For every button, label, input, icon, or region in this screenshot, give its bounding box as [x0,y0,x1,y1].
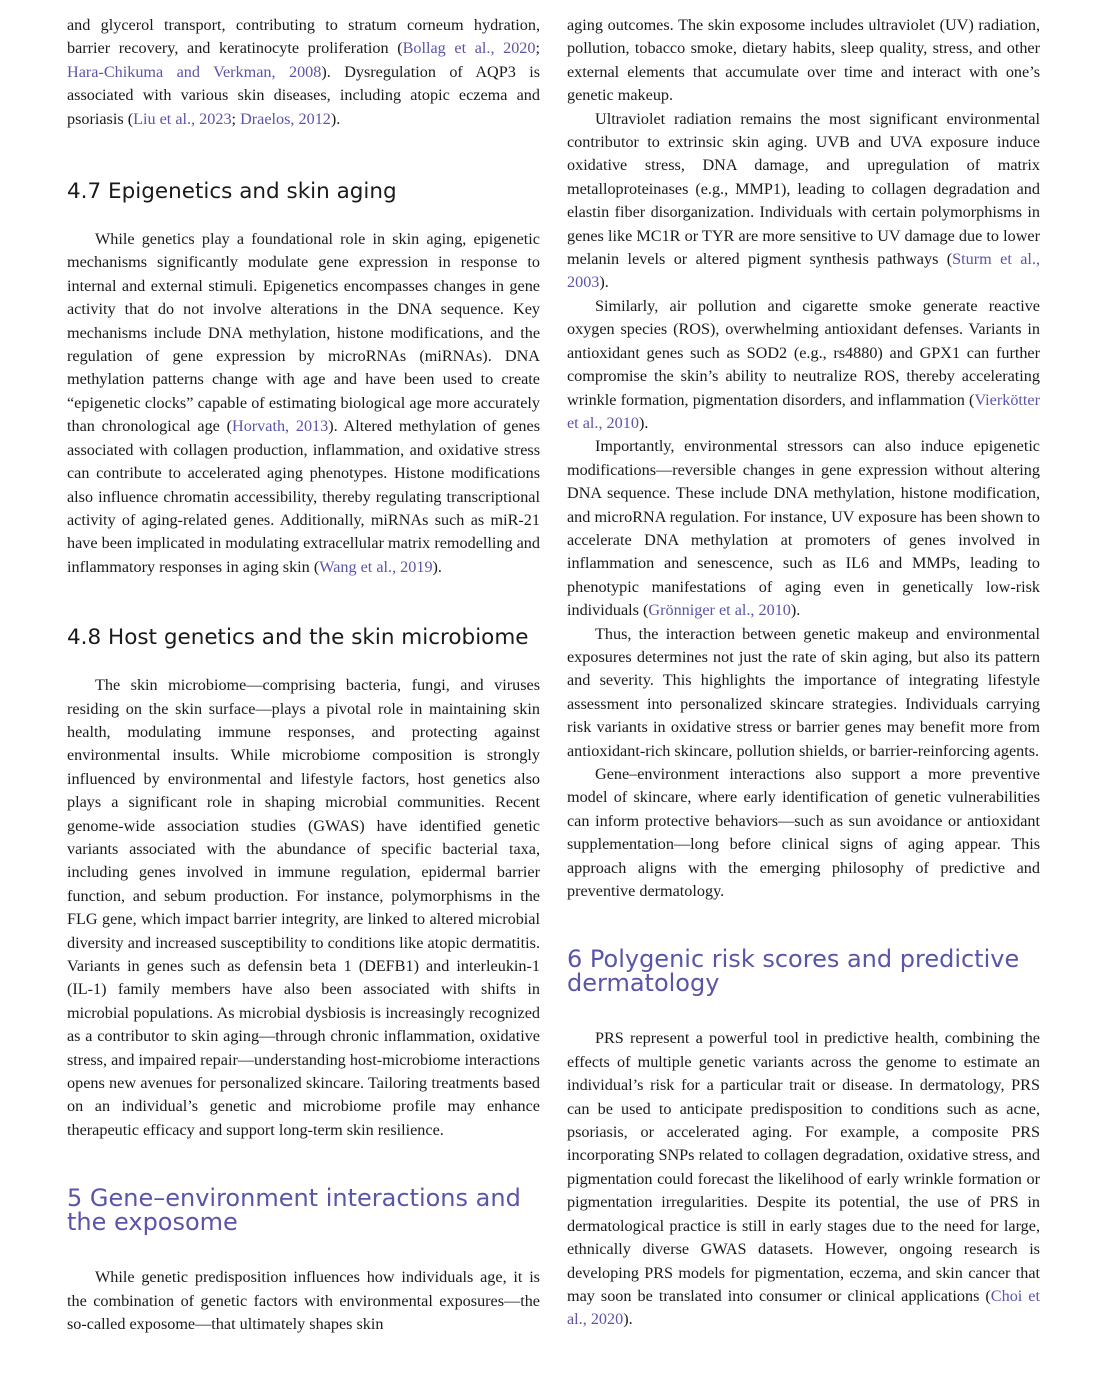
spacer [567,995,1040,1027]
paragraph-preventive: Gene–environment interactions also support a more preventive model of skincare, where early identification of genetic vulnerabilities can inform protective behaviors—such as sun avoidance or antioxidant supplementation—long before clinical signs of aging appear. This approach aligns with the emerging philosophy of predictive and preventive dermatology. [567,765,1040,901]
paragraph-exposome-end: aging outcomes. The skin exposome includes ultraviolet (UV) radiation, pollution, tobacco smoke, dietary habits, sleep quality, stress, and other external elements that accumulate over time and interact with one’s genetic makeup. [567,16,1040,105]
spacer [67,579,540,625]
paragraph-exposome-start: While genetic predisposition influences how individuals age, it is the combination of genetic factors with environmental exposures—the so-called exposome—that ultimately shapes skin [67,1268,540,1334]
citation-link[interactable]: Bollag et al., 2020 [402,39,536,58]
citation-link[interactable]: Draelos, 2012 [240,109,331,128]
left-column [67,14,540,1336]
spacer [67,1142,540,1186]
citation-link[interactable]: Wang et al., 2019 [319,557,433,576]
citation-link[interactable]: Grönniger et al., 2010 [648,601,791,620]
spacer [67,651,540,674]
paragraph-aqp3-continuation: and glycerol transport, contributing to stratum corneum hydration, barrier recovery, and keratinocyte proliferation (Bollag et al., 2020; Hara-Chikuma and Verkman, 2008). Dysregulation of AQP3 is associated with various skin diseases, including atopic eczema and psoriasis (Liu et al., 2023; Draelos, 2012). [67,16,540,128]
paragraph-epigenetics: While genetics play a foundational role in skin aging, epigenetic mechanisms significantly modulate gene expression in response to internal and external stimuli. Epigenetics encompasses changes in gene activity that do not involve alterations in the DNA sequence. Key mechanisms include DNA methylation, histone modifications, and the regulation of gene expression by microRNAs (miRNAs). DNA methylation patterns change with age and have been used to create “epigenetic clocks” capable of estimating biological age more accurately than chronological age (Horvath, 2013). Altered methylation of genes associated with collagen production, inflammation, and oxidative stress can contribute to accelerated aging phenotypes. Histone modifications also influence chromatin accessibility, thereby regulating transcriptional activity of aging-related genes. Additionally, miRNAs such as miR-21 have been implicated in modulating extracellular matrix remodelling and inflammatory responses in aging skin (Wang et al., 2019). [67,230,541,576]
citation-link[interactable]: Vierkötter et al., 2010 [567,390,1040,432]
paragraph-microbiome: The skin microbiome—comprising bacteria, fungi, and viruses residing on the skin surface—plays a pivotal role in maintaining skin health, modulating immune responses, and protecting against environmental insults. While microbiome composition is strongly influenced by environmental and lifestyle factors, host genetics also plays a significant role in shaping microbial communities. Recent genome-wide association studies (GWAS) have identified genetic variants associated with the abundance of specific bacterial taxa, including genes involved in immune regulation, epidermal barrier function, and sebum production. For instance, polymorphisms in the FLG gene, which impact barrier integrity, are linked to altered microbial diversity and increased susceptibility to conditions like atopic dermatitis. Variants in genes such as defensin beta 1 (DEFB1) and interleukin-1 (IL-1) family members have also been associated with shifts in microbial populations. As microbial dysbiosis is increasingly recognized as a contributor to skin aging—through chronic inflammation, oxidative stress, and impaired repair—understanding host-microbiome interactions opens new avenues for personalized skincare. Tailoring treatments based on an individual’s genetic and microbiome profile may enhance therapeutic efficacy and support long-term skin resilience. [67,676,540,1139]
citation-link[interactable]: Hara-Chikuma and Verkman, 2008 [67,62,322,81]
paragraph-pollution: Similarly, air pollution and cigarette smoke generate reactive oxygen species (ROS), overwhelming antioxidant defenses. Variants in antioxidant genes such as SOD2 (e.g., rs4880) and GPX1 can further compromise the skin’s ability to neutralize ROS, thereby accelerating wrinkle formation, pigmentation disorders, and inflammation (Vierkötter et al., 2010). [567,296,1040,432]
section-heading-6: 6 Polygenic risk scores and predictive dermatology [567,945,1020,998]
section-heading-4-7: 4.7 Epigenetics and skin aging [67,179,397,205]
spacer [567,903,1040,947]
citation-link[interactable]: Choi et al., 2020 [567,1286,1040,1329]
citation-link[interactable]: Horvath, 2013 [232,417,329,436]
paragraph-interaction: Thus, the interaction between genetic makeup and environmental exposures determines not just the rate of skin aging, but also its pattern and severity. This highlights the importance of integrating lifestyle assessment into personalized skincare strategies. Individuals carrying risk variants in oxidative stress or barrier genes may benefit more from antioxidant-rich skincare, pollution shields, or barrier-reinforcing agents. [567,624,1040,760]
citation-link[interactable]: Liu et al., 2023 [133,109,232,128]
paragraph-prs: PRS represent a powerful tool in predictive health, combining the effects of multiple genetic variants across the genome to estimate an individual’s risk for a particular trait or disease. In dermatology, PRS can be used to anticipate predisposition to conditions such as acne, psoriasis, or accelerated aging. For example, a composite PRS incorporating SNPs related to collagen degradation, oxidative stress, and pigmentation could forecast the likelihood of early wrinkle formation or pigmentation irregularities. Despite its potential, the use of PRS in dermatological practice is still in early stages due to the need for large, ethnically diverse GWAS datasets. However, ongoing research is developing PRS models for pigmentation, eczema, and skin cancer that may soon be translated into consumer or clinical applications (Choi et al., 2020). [567,1029,1040,1329]
spacer [67,205,540,228]
paragraph-ultraviolet: Ultraviolet radiation remains the most significant environmental contributor to extrinsic skin aging. UVB and UVA exposure induce oxidative stress, DNA damage, and upregulation of matrix metalloproteinases (e.g., MMP1), leading to collagen degradation and elastin fiber disorganization. Individuals with certain polymorphisms in genes like MC1R or TYR are more sensitive to UV damage due to lower melanin levels or altered pigment synthesis pathways (Sturm et al., 2003). [567,109,1040,292]
spacer [67,1234,540,1266]
paragraph-epigenetic-stressors: Importantly, environmental stressors can also induce epigenetic modifications—reversible changes in gene expression without altering DNA sequence. These include DNA methylation, histone modification, and microRNA regulation. For instance, UV exposure has been shown to accelerate DNA methylation at promoters of genes involved in inflammation and senescence, such as IL6 and MMPs, leading to phenotypic manifestations of aging even in genetically low-risk individuals (Grönniger et al., 2010). [567,437,1040,620]
section-heading-4-8: 4.8 Host genetics and the skin microbiome [67,625,529,651]
right-column [567,14,1040,1332]
section-heading-5: 5 Gene–environment interactions and the exposome [67,1184,521,1237]
spacer [67,131,540,179]
citation-link[interactable]: Sturm et al., 2003 [567,250,1040,292]
